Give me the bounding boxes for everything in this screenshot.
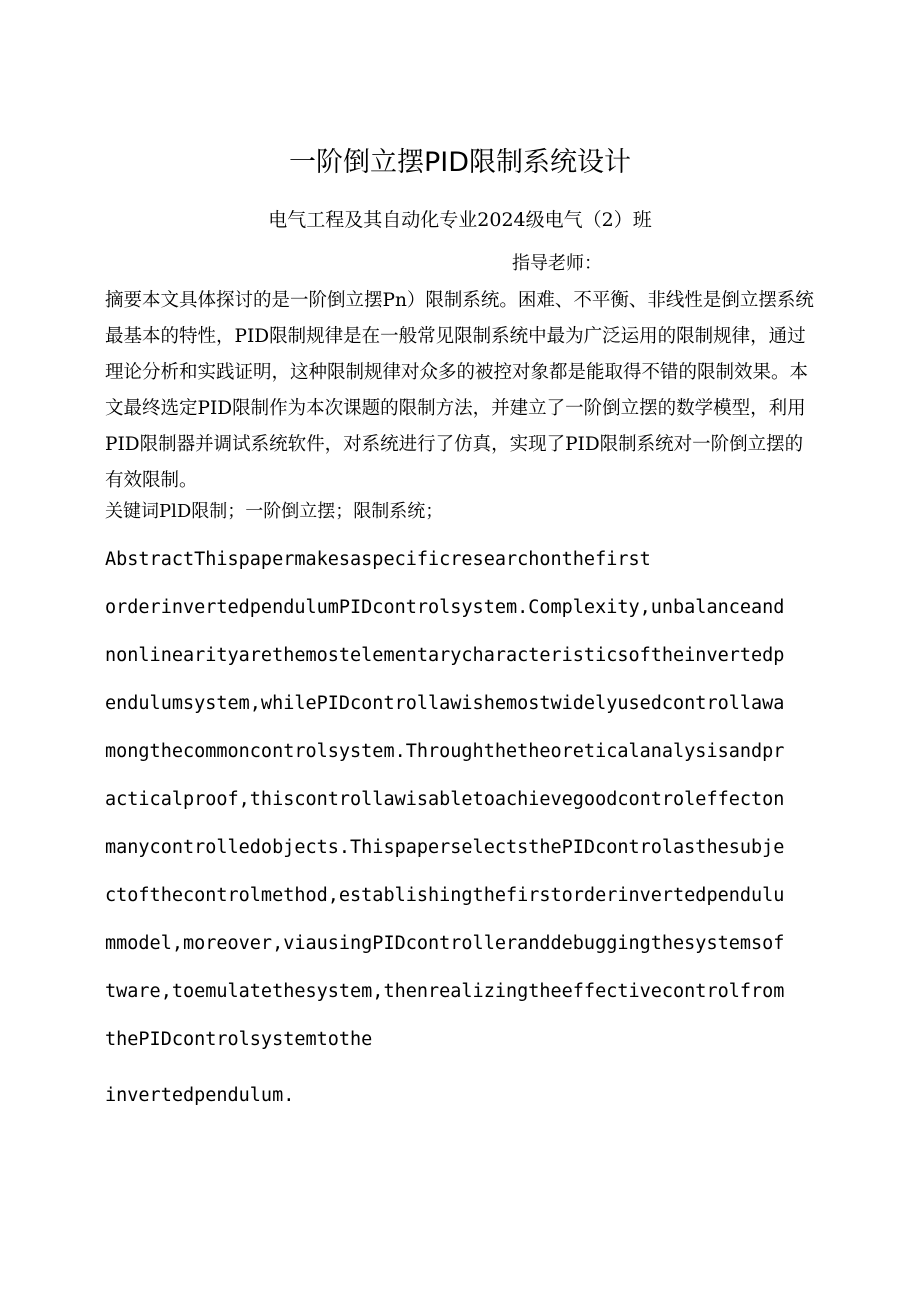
abstract-english-line: endulumsystem,whilePIDcontrollawishemostwidelyusedcontrollawa bbox=[105, 693, 785, 714]
abstract-english-line: acticalproof,thiscontrollawisabletoachievegoodcontroleffecton bbox=[105, 789, 785, 810]
advisor-label: 指导老师： bbox=[512, 253, 602, 274]
abstract-english bbox=[105, 536, 817, 1120]
keywords-line: 关键词PlD限制；一阶倒立摆；限制系统； bbox=[105, 501, 444, 522]
abstract-english-line: manycontrolledobjects.ThispaperselectsthePIDcontrolasthesubje bbox=[105, 837, 785, 858]
abstract-english-line: thePIDcontrolsystemtothe bbox=[105, 1029, 373, 1050]
abstract-english-line: mmodel,moreover,viausingPIDcontrolleranddebuggingthesystemsof bbox=[105, 933, 785, 954]
abstract-english-line: mongthecommoncontrolsystem.Throughthetheoreticalanalysisandpr bbox=[105, 741, 785, 762]
abstract-english-line: nonlinearityarethemostelementarycharacteristicsoftheinvertedp bbox=[105, 645, 785, 666]
document-title: 一阶倒立摆PID限制系统设计 bbox=[288, 147, 632, 178]
abstract-english-line: tware,toemulatethesystem,thenrealizingtheeffectivecontrolfrom bbox=[105, 981, 785, 1002]
abstract-english-line: orderinvertedpendulumPIDcontrolsystem.Complexity,unbalanceand bbox=[105, 597, 785, 618]
abstract-english-line: AbstractThispapermakesaspecificresearchonthefirst bbox=[105, 549, 651, 570]
document-subtitle: 电气工程及其自动化专业2024级电气（2）班 bbox=[268, 209, 652, 231]
abstract-english-line: invertedpendulum. bbox=[105, 1085, 295, 1106]
abstract-chinese: 摘要本文具体探讨的是一阶倒立摆Pn）限制系统。困难、不平衡、非线性是倒立摆系统最基本的特性，PID限制规律是在一般常见限制系统中最为广泛运用的限制规律，通过理论分析和实践证明，这种限制规律对众多的被控对象都是能取得不错的限制效果。本文最终选定PID限制作为本次课题的限制方法，并建立了一阶倒立摆的数学模型，利用PID限制器并调试系统软件，对系统进行了仿真，实现了PID限制系统对一阶倒立摆的有效限制。 bbox=[105, 290, 814, 491]
abstract-english-line: ctofthecontrolmethod,establishingthefirstorderinvertedpendulu bbox=[105, 885, 785, 906]
